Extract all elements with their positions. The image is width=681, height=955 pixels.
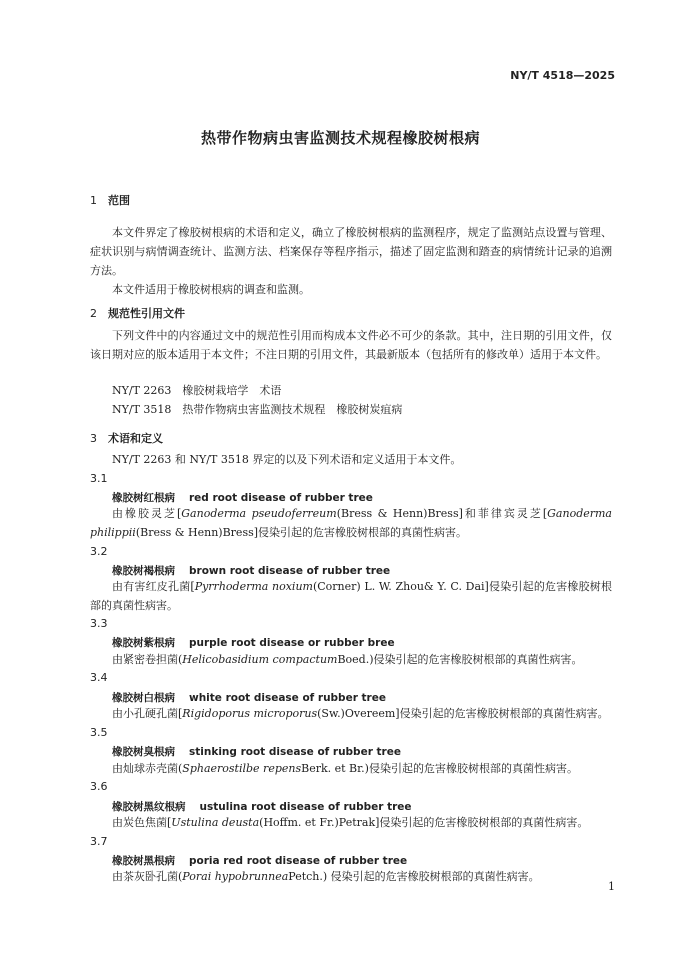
section-title: 范围	[108, 194, 130, 207]
clause-number: 3.6	[90, 780, 108, 793]
scope-paragraph-2: 本文件适用于橡胶树根病的调查和监测。	[112, 283, 310, 296]
term-heading	[112, 799, 412, 814]
term-definition: 由灿球赤壳菌(Sphaerostilbe repensBerk. et Br.)侵染引起的危害橡胶树根部的真菌性病害。	[112, 762, 578, 775]
section-heading-scope	[90, 192, 130, 208]
term-en: poria red root disease of rubber tree	[189, 855, 408, 867]
scientific-name: Ustulina deusta	[171, 816, 260, 829]
term-definition: 由橡胶灵芝[Ganoderma pseudoferreum(Bress & Henn)Bress]和菲律宾灵芝[Ganoderma philippii(Bress & Henn)Bress]侵染引起的危害橡胶树根部的真菌性病害。	[90, 507, 612, 539]
term-definition: 由小孔硬孔菌[Rigidoporus microporus(Sw.)Overeem]侵染引起的危害橡胶树根部的真菌性病害。	[112, 707, 609, 720]
term-definition: 由炭色焦菌[Ustulina deusta(Hoffm. et Fr.)Petrak]侵染引起的危害橡胶树根部的真菌性病害。	[112, 816, 589, 829]
term-heading	[112, 490, 373, 505]
term-zh: 橡胶树臭根病	[112, 746, 175, 758]
section-number: 3	[90, 432, 97, 445]
scientific-name: Rigidoporus microporus	[182, 707, 318, 720]
term-zh: 橡胶树紫根病	[112, 637, 175, 649]
scientific-name: Ganoderma philippii	[90, 507, 612, 539]
section-heading-terms	[90, 430, 163, 446]
term-heading	[112, 744, 401, 759]
scientific-name: Ganoderma pseudoferreum	[181, 507, 337, 520]
term-en: brown root disease of rubber tree	[189, 565, 391, 577]
page-title: 热带作物病虫害监测技术规程橡胶树根病	[200, 129, 480, 147]
clause-number: 3.2	[90, 545, 108, 558]
section-title: 术语和定义	[108, 432, 163, 445]
term-heading	[112, 690, 386, 705]
normative-reference: NY/T 2263 橡胶树栽培学 术语	[112, 384, 282, 397]
term-en: ustulina root disease of rubber tree	[199, 801, 412, 813]
term-zh: 橡胶树黑纹根病	[112, 801, 186, 813]
terms-intro: NY/T 2263 和 NY/T 3518 界定的以及下列术语和定义适用于本文件。	[112, 453, 462, 466]
term-zh: 橡胶树红根病	[112, 492, 175, 504]
term-heading	[112, 635, 395, 650]
section-number: 2	[90, 307, 97, 320]
term-heading	[112, 563, 390, 578]
term-zh: 橡胶树白根病	[112, 692, 175, 704]
term-heading	[112, 853, 407, 868]
term-definition: 由紧密卷担菌(Helicobasidium compactumBoed.)侵染引起的危害橡胶树根部的真菌性病害。	[112, 653, 583, 666]
section-number: 1	[90, 194, 97, 207]
term-en: red root disease of rubber tree	[189, 492, 373, 504]
term-en: white root disease of rubber tree	[189, 692, 386, 704]
term-zh: 橡胶树褐根病	[112, 565, 175, 577]
term-definition: 由有害红皮孔菌[Pyrrhoderma noxium(Corner) L. W. Zhou& Y. C. Dai]侵染引起的危害橡胶树根部的真菌性病害。	[90, 580, 613, 612]
clause-number: 3.1	[90, 472, 108, 485]
clause-number: 3.3	[90, 617, 108, 630]
clause-number: 3.4	[90, 671, 108, 684]
scientific-name: Sphaerostilbe repens	[182, 762, 302, 775]
page-number: 1	[608, 880, 615, 893]
scientific-name: Pyrrhoderma noxium	[194, 580, 313, 593]
scope-paragraph-1: 本文件界定了橡胶树根病的术语和定义，确立了橡胶树根病的监测程序，规定了监测站点设置与管理、症状识别与病情调查统计、监测方法、档案保存等程序指示，描述了固定监测和踏查的病情统计记录的追溯方法。	[90, 226, 612, 277]
normative-reference: NY/T 3518 热带作物病虫害监测技术规程 橡胶树炭疽病	[112, 403, 403, 416]
scientific-name: Helicobasidium compactum	[182, 653, 338, 666]
term-definition: 由茶灰卧孔菌(Porai hypobrunneaPetch.) 侵染引起的危害橡胶树根部的真菌性病害。	[112, 870, 540, 883]
section-heading-normative	[90, 305, 185, 321]
clause-number: 3.5	[90, 726, 108, 739]
standard-number: NY/T 4518—2025	[510, 69, 615, 82]
scientific-name: Porai hypobrunnea	[182, 870, 289, 883]
clause-number: 3.7	[90, 835, 108, 848]
term-zh: 橡胶树黑根病	[112, 855, 175, 867]
term-en: stinking root disease of rubber tree	[189, 746, 401, 758]
section-title: 规范性引用文件	[108, 307, 185, 320]
normative-paragraph: 下列文件中的内容通过文中的规范性引用而构成本文件必不可少的条款。其中，注日期的引用文件，仅该日期对应的版本适用于本文件；不注日期的引用文件，其最新版本（包括所有的修改单）适用于本文件。	[90, 329, 612, 361]
term-en: purple root disease or rubber bree	[189, 637, 395, 649]
